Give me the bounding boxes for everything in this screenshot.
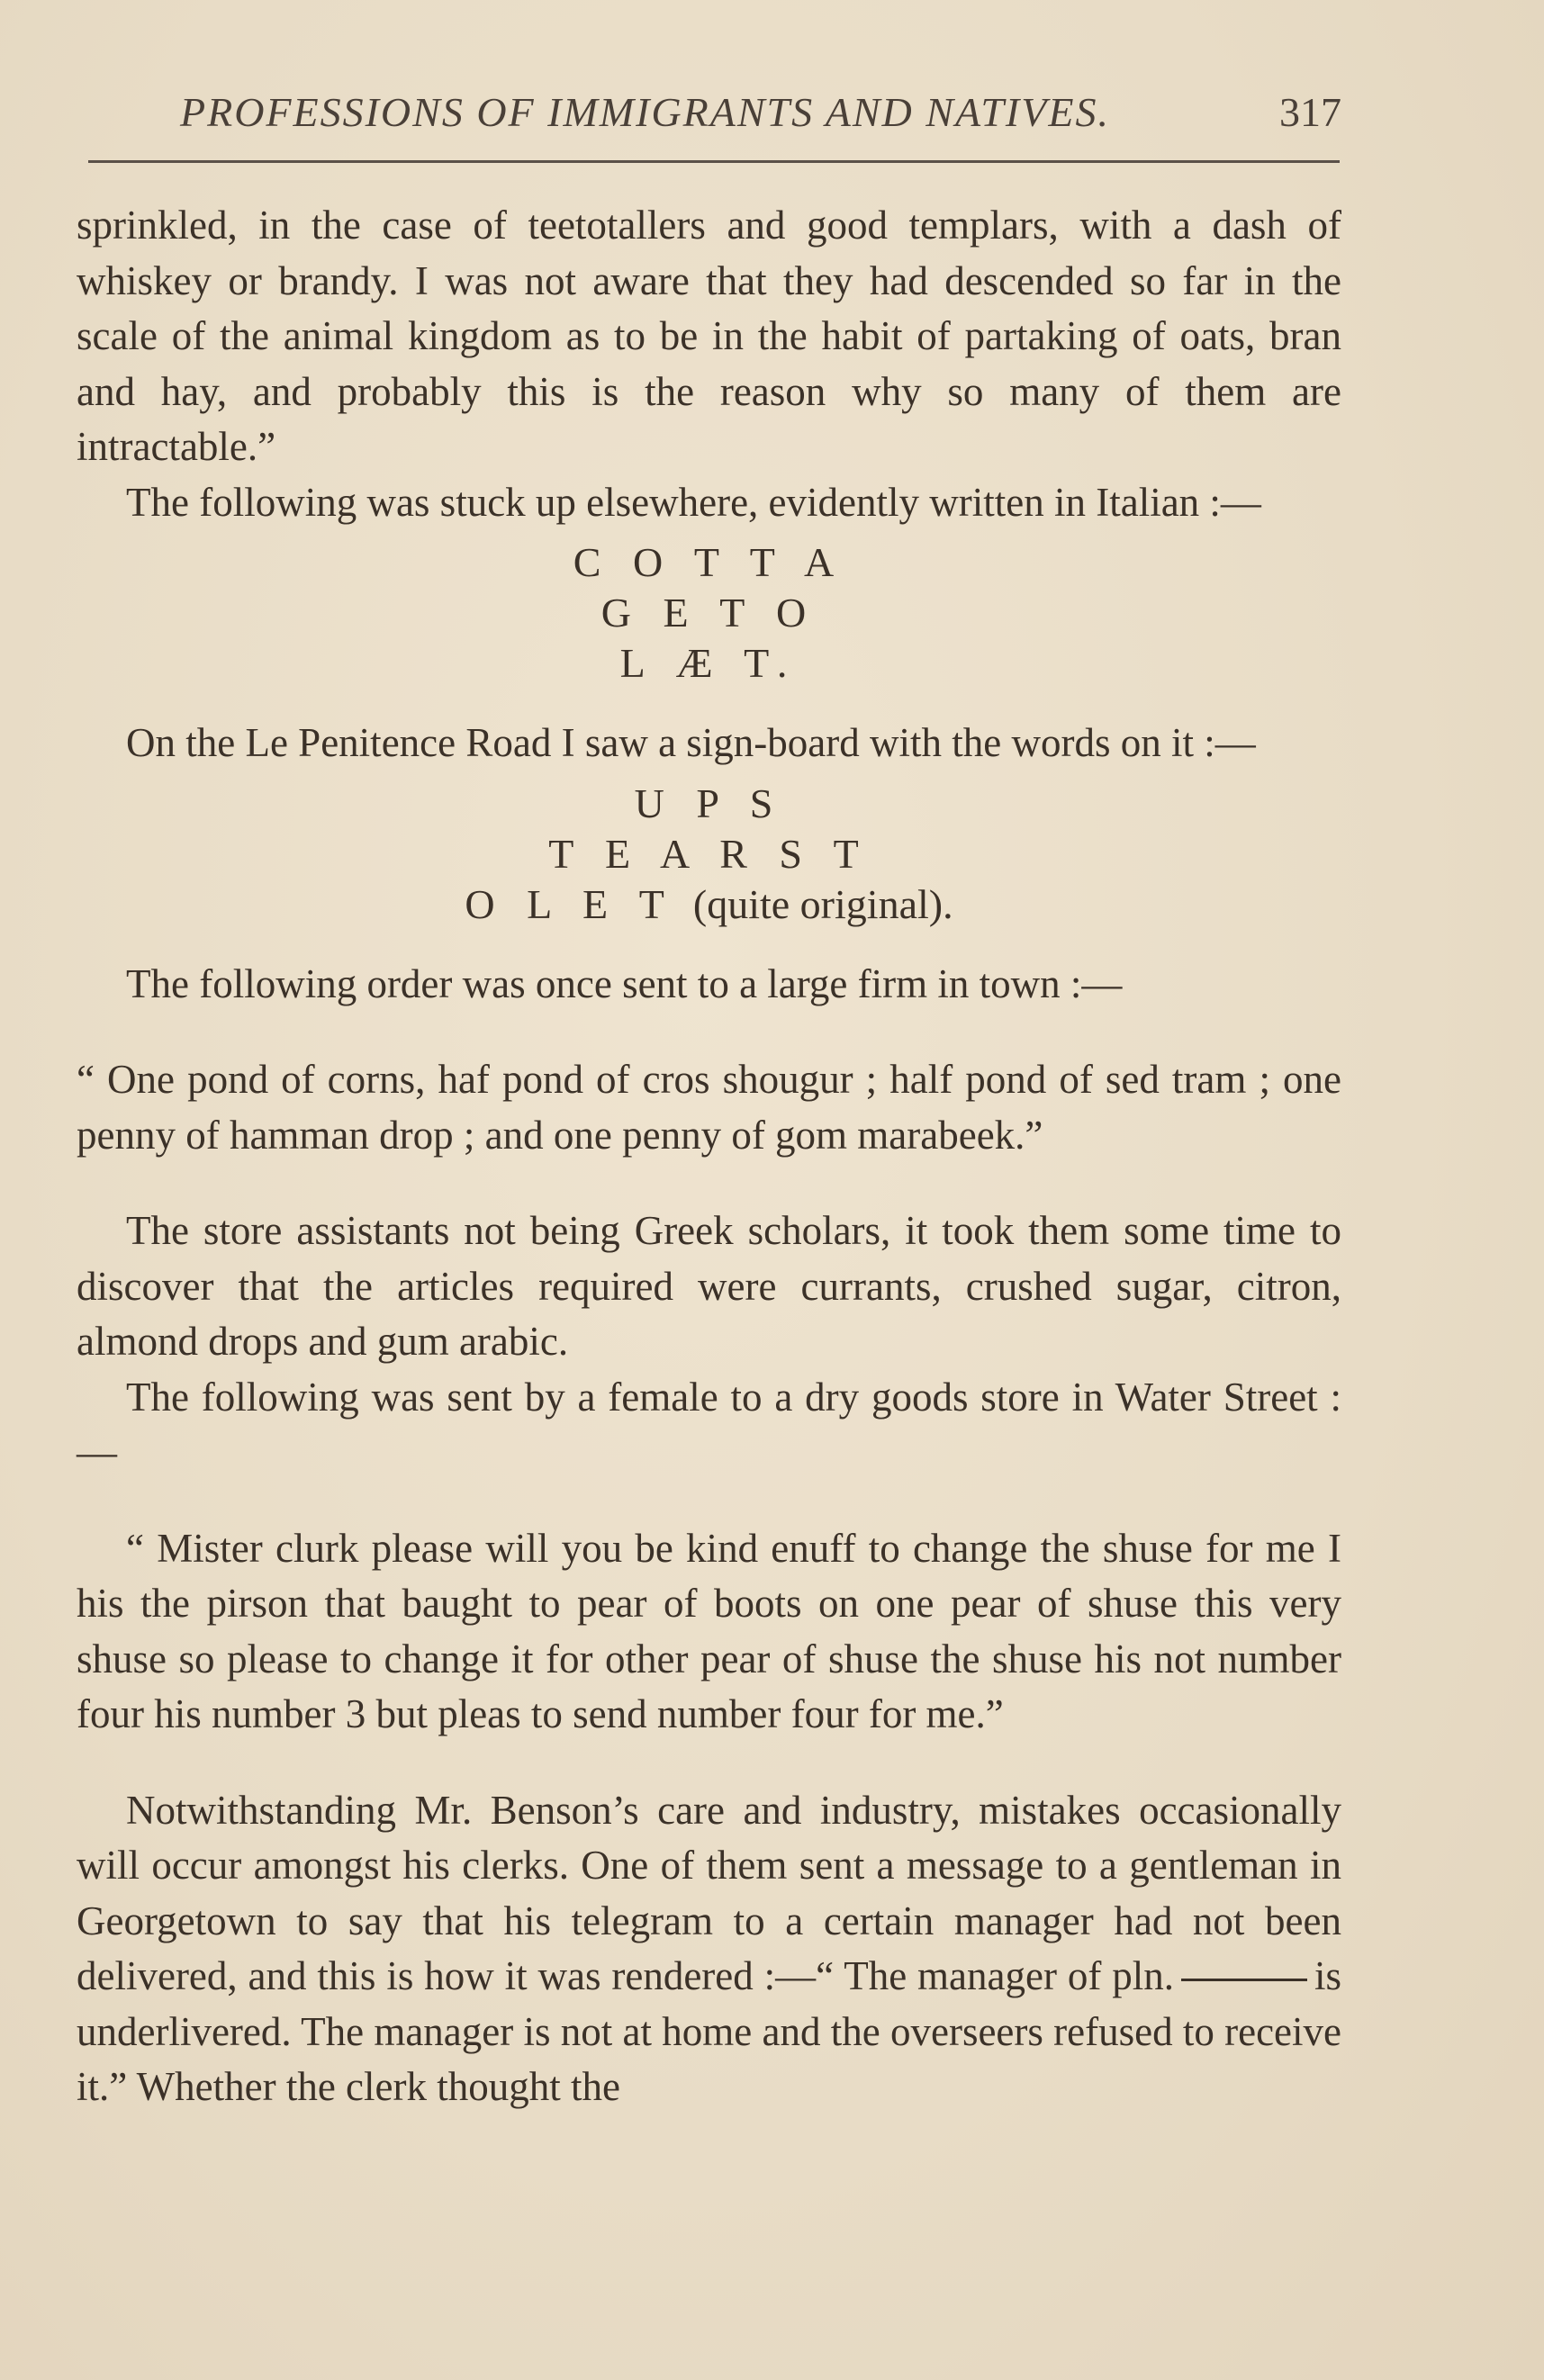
- paragraph-1: sprinkled, in the case of teetotallers and good templars, with a dash of whiskey or brandy. I was not aware that they had descended so far in the scale of the animal kingdom as to be in the habit of partaking of oats, bran and hay, and probably this is the reason why so many of them are intractable.”: [77, 203, 1341, 469]
- paragraph-6: The store assistants not being Greek scholars, it took them some time to discover that the articles required were currants, crushed sugar, citron, almond drops and gum arabic.: [77, 1208, 1341, 1364]
- sign-upstairs-to-let: [77, 779, 1341, 930]
- body-text: [77, 198, 1341, 2115]
- sign1-line-3: L Æ T.: [619, 640, 799, 686]
- running-title: PROFESSIONS OF IMMIGRANTS AND NATIVES.: [180, 89, 1110, 135]
- paragraph-4: The following order was once sent to a large firm in town :—: [126, 960, 1123, 1006]
- sign2-line-2: T E A R S T: [548, 830, 870, 877]
- omitted-name-rule: [1181, 1979, 1307, 1981]
- header-rule: [88, 160, 1340, 163]
- sign1-line-2: G E T O: [600, 590, 817, 636]
- page-header: [90, 88, 1341, 151]
- paragraph-9: [77, 1783, 1341, 2115]
- sign2-line-1: U P S: [634, 780, 784, 826]
- sign1-line-1: C O T T A: [573, 539, 845, 585]
- sign2-note: (quite original).: [692, 880, 953, 927]
- paragraph-9-part-a: Notwithstanding Mr. Benson’s care and industry, mistakes occasionally will occur amongst his clerks. One of them sent a message to a gentleman in Georgetown to say that his telegram to a certain manager had not been delivered, and this is how it was rendered :—“ The manager of pln.: [77, 1787, 1341, 1998]
- paragraph-8-quote: “ Mister clurk please will you be kind enuff to change the shuse for me I his the pirson that baught to pear of boots on one pear of shuse this very shuse so please to change it for other pear of shuse the shuse his not number four his number 3 but pleas to send number four for me.”: [77, 1525, 1341, 1736]
- sign-cottageto-let: [77, 537, 1341, 689]
- paragraph-5-quote: “ One pond of corns, haf pond of cros shougur ; half pond of sed tram ; one penny of hamman drop ; and one penny of gom marabeek.”: [77, 1057, 1341, 1158]
- paragraph-3: On the Le Penitence Road I saw a sign-board with the words on it :—: [126, 720, 1256, 765]
- paragraph-9-part-b: is underlivered. The manager is not at home and the overseers refused to receive it.” Whether the clerk thought the: [77, 1953, 1341, 2109]
- page-number: 317: [1279, 89, 1341, 135]
- sign2-line-3: O L E T: [465, 880, 675, 927]
- paragraph-2: The following was stuck up elsewhere, evidently written in Italian :—: [126, 479, 1261, 525]
- paragraph-7: The following was sent by a female to a dry goods store in Water Street :—: [77, 1374, 1341, 1474]
- sign2-line-3-wrap: [77, 879, 1341, 930]
